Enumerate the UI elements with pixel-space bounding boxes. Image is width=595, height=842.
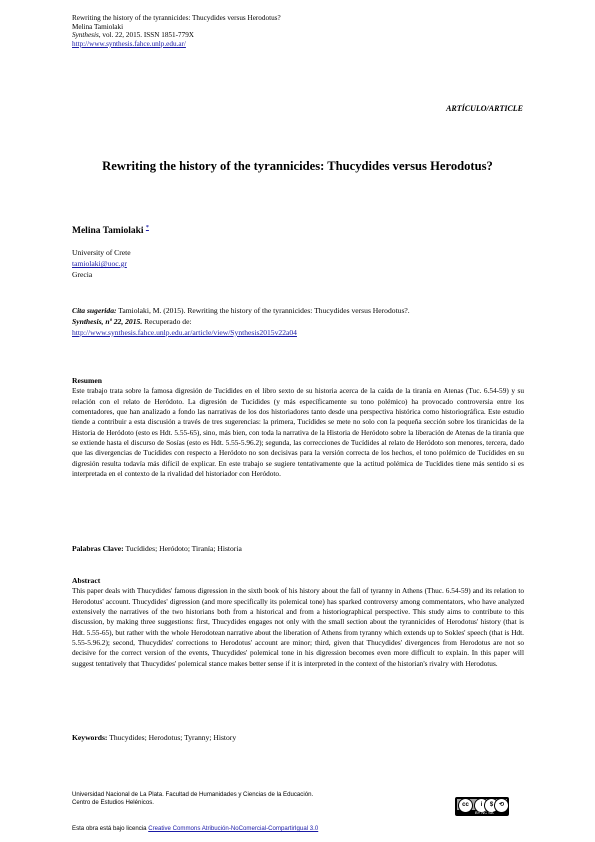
header-issn: , vol. 22, 2015. ISSN 1851-779X [98, 31, 194, 40]
palabras-clave-text: Tucídides; Heródoto; Tiranía; Historia [123, 544, 242, 553]
abstract-text: This paper deals with Thucydides' famous digression in the sixth book of his history about the fall of tyranny in Athens (Thuc. 6.54-59) and its relation to Herodotus' account. Thucydides' digression (and more specifically its polemical tone) has sparked controversy among commentators, who have analyzed extensively the narratives of the two historians both from a historical and from a historiographical perspective. This study aims to contribute to this discussion, by making three suggestions: first, Thucydides engages not only with the small section about the tyrannicides of Herodotus' history (that is Hdt. 5.55-65), but rather with the whole Herodotean narrative about the liberation of Athens from tyranny which extends up to Sokles' speech (that is Hdt. 5.55-5.96.2); second, Thucydides' corrections to Herodotus' account are minor; third, given that Thucydides' divergences from Herodotus are not so decisive for the correct version of the events, Thucydides' polemical tone in his digression becomes even more difficult to explain. In this paper will suggest tentatively that Thucydides' polemical stance makes better sense if it is interpreted in the context of the historian's rivalry with Herodotus. [72, 586, 524, 668]
journal-url-link[interactable]: http://www.synthesis.fahce.unlp.edu.ar/ [72, 39, 186, 48]
citation-retrieved: Recuperado de: [142, 316, 192, 326]
header-author: Melina Tamiolaki [72, 22, 124, 31]
footer-center: Centro de Estudios Helénicos. [72, 799, 154, 806]
header-journal-name: Synthesis [72, 31, 99, 40]
cc-sa-icon: ⟲ [494, 798, 509, 813]
author-footnote-mark[interactable]: * [145, 225, 149, 231]
suggested-citation [72, 306, 524, 338]
affiliation-country: Grecia [72, 270, 93, 279]
institution-footer [72, 791, 313, 807]
license-line [72, 825, 318, 832]
author-line [72, 225, 149, 236]
abstract-section [72, 576, 524, 669]
cc-nc-icon: $ [484, 798, 499, 813]
citation-url-link[interactable]: http://www.synthesis.fahce.unlp.edu.ar/article/view/Synthesis2015v22a04 [72, 327, 297, 337]
cc-badge-tags: BY NC SA [475, 810, 494, 815]
keywords-label: Keywords: [72, 733, 108, 742]
running-header [72, 14, 281, 48]
cc-by-icon: i [474, 798, 489, 813]
author-name: Melina Tamiolaki [72, 226, 144, 237]
creative-commons-badge[interactable] [455, 797, 509, 816]
header-journal-info [72, 31, 281, 40]
footer-university: Universidad Nacional de La Plata. Facultad de Humanidades y Ciencias de la Educación. [72, 791, 314, 798]
keywords-line [72, 733, 236, 742]
abstract-heading: Abstract [72, 576, 101, 585]
resumen-text: Este trabajo trata sobre la famosa digresión de Tucídides en el libro sexto de su historia acerca de la caída de la tiranía en Atenas (Tuc. 6.54-59) y su relación con el relato de Heródoto. La digresión de Tucídides (y más específicamente su tono polémico) ha provocado controversia entre los comentadores, que han analizado a fondo las narrativas de los dos historiadores tanto desde una perspectiva histórica como historiográfica. Este estudio tiende a contribuir a esta discusión a través de tres sugerencias: la primera, Tucídides se mete no solo con la pequeña sección sobre los tiranicidas de la Historia de Heródoto (esto es Hdt. 5.55-65), sino, más bien, con toda la narrativa de la Historia de Heródoto sobre la liberación de Atenas de la tiranía que se extiende hasta el discurso de Sosías (esto es Hdt. 5.55-5.96.2); segunda, las correcciones de Tucídides al relato de Heródoto son menores, tercera, dado que las divergencias de Tucídides con respecto a Heródoto no son decisivas para la versión correcta de los hechos, el tono polémico de Tucídides en su digresión resulta todavía más difícil de explicar. En este trabajo se sugiere tentativamente que la actitud polémica de Tucídides tiene más sentido si es interpretada en el contexto de la rivalidad del historiador con Heródoto. [72, 386, 524, 479]
header-article-title: Rewriting the history of the tyrannicides: Thucydides versus Herodotus? [72, 14, 281, 22]
resumen-heading: Resumen [72, 376, 102, 385]
affiliation-university: University of Crete [72, 248, 131, 257]
author-email-link[interactable]: tamiolaki@uoc.gr [72, 259, 127, 268]
resumen-section [72, 376, 524, 479]
citation-journal: Synthesis, nº 22, 2015. [72, 316, 143, 326]
article-title: Rewriting the history of the tyrannicides: Thucydides versus Herodotus? [102, 159, 493, 173]
palabras-clave-line [72, 544, 242, 553]
license-link[interactable]: Creative Commons Atribución-NoComercial-CompartirIgual 3.0 [148, 825, 319, 832]
keywords-text: Thucydides; Herodotus; Tyranny; History [107, 733, 237, 742]
author-affiliation [72, 247, 131, 280]
citation-text: Tamiolaki, M. (2015). Rewriting the history of the tyrannicides: Thucydides versus Herodotus?. [116, 306, 410, 315]
citation-label: Cita sugerida: [72, 306, 117, 315]
article-type-label: ARTÍCULO/ARTICLE [446, 104, 523, 113]
palabras-clave-label: Palabras Clave: [72, 544, 124, 553]
cc-logo-icon: cc [458, 798, 473, 813]
license-prefix: Esta obra está bajo licencia [72, 825, 149, 832]
